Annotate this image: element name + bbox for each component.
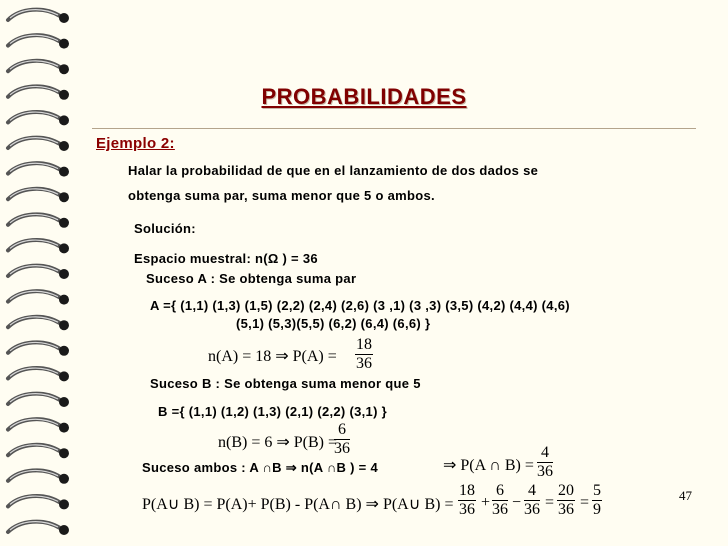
spiral-hole <box>59 269 69 279</box>
problem-statement-line-2: obtenga suma par, suma menor que 5 o ambos. <box>128 188 435 203</box>
sample-space: Espacio muestral: n(Ω ) = 36 <box>134 251 318 266</box>
spiral-ring <box>8 240 60 250</box>
event-b-probability-fraction <box>334 421 350 458</box>
spiral-ring <box>8 368 60 378</box>
union-fraction-1 <box>458 482 476 519</box>
union-fraction-5 <box>592 482 602 519</box>
spiral-ring <box>8 317 60 327</box>
problem-statement-line-1: Halar la probabilidad de que en el lanzamiento de dos dados se <box>128 163 539 178</box>
spiral-ring <box>8 138 60 148</box>
spiral-ring <box>8 10 60 20</box>
event-b-label: Suceso B : Se obtenga suma menor que 5 <box>150 376 421 391</box>
both-events-probability-fraction <box>537 444 553 481</box>
event-a-set-line-1: A ={ (1,1) (1,3) (1,5) (2,2) (2,4) (2,6) (3 ,1) (3 ,3) (3,5) (4,2) (4,4) (4,6) <box>150 298 570 313</box>
equals-sign-2: = <box>580 494 590 511</box>
fraction-numerator: 4 <box>524 482 540 501</box>
spiral-binding-decoration <box>0 0 80 546</box>
spiral-ring <box>8 291 60 301</box>
event-b-set: B ={ (1,1) (1,2) (1,3) (2,1) (2,2) (3,1) } <box>158 404 387 419</box>
fraction-numerator: 18 <box>459 482 475 499</box>
minus-operator: − <box>512 494 522 511</box>
fraction-numerator: 6 <box>334 421 350 440</box>
equals-sign-1: = <box>545 494 555 511</box>
spiral-ring <box>8 394 60 404</box>
fraction-denominator: 36 <box>334 440 350 457</box>
title-divider <box>92 128 696 129</box>
fraction-numerator: 6 <box>492 482 508 501</box>
spiral-hole <box>59 371 69 381</box>
both-events-label: Suceso ambos : A ∩B ⇒ n(A ∩B ) = 4 <box>142 460 378 475</box>
spiral-ring <box>8 522 60 532</box>
fraction-numerator: 5 <box>593 482 601 499</box>
fraction-denominator: 36 <box>537 463 553 480</box>
solution-heading: Solución: <box>134 221 196 236</box>
spiral-hole <box>59 64 69 74</box>
example-heading: Ejemplo 2: <box>96 135 175 152</box>
union-formula-lhs: P(A∪ B) = P(A)+ P(B) - P(A∩ B) ⇒ P(A∪ B) = <box>142 496 454 513</box>
spiral-hole <box>59 218 69 228</box>
spiral-ring <box>8 266 60 276</box>
spiral-ring <box>8 470 60 480</box>
fraction-numerator: 4 <box>537 444 553 463</box>
spiral-ring <box>8 214 60 224</box>
spiral-hole <box>59 525 69 535</box>
spiral-ring <box>8 496 60 506</box>
page-title: PROBABILIDADES <box>261 84 467 109</box>
page-number: 47 <box>679 488 692 503</box>
union-fraction-4 <box>557 482 575 519</box>
spiral-ring <box>8 163 60 173</box>
spiral-hole <box>59 167 69 177</box>
union-fraction-3 <box>524 482 540 519</box>
event-a-formula: n(A) = 18 ⇒ P(A) = <box>208 348 337 365</box>
spiral-hole <box>59 320 69 330</box>
fraction-numerator: 18 <box>356 336 372 353</box>
spiral-ring <box>8 35 60 45</box>
event-a-probability-fraction <box>355 336 373 373</box>
spiral-hole <box>59 115 69 125</box>
spiral-ring <box>8 419 60 429</box>
spiral-hole <box>59 192 69 202</box>
spiral-hole <box>59 141 69 151</box>
spiral-hole <box>59 499 69 509</box>
event-a-set-line-2: (5,1) (5,3)(5,5) (6,2) (6,4) (6,6) } <box>236 316 431 331</box>
fraction-denominator: 36 <box>492 501 508 518</box>
spiral-ring <box>8 445 60 455</box>
fraction-denominator: 36 <box>524 501 540 518</box>
spiral-hole <box>59 423 69 433</box>
event-b-formula: n(B) = 6 ⇒ P(B) = <box>218 434 338 451</box>
fraction-denominator: 36 <box>558 501 574 518</box>
event-a-label: Suceso A : Se obtenga suma par <box>146 271 357 286</box>
fraction-denominator: 36 <box>459 501 475 518</box>
fraction-denominator: 36 <box>356 355 372 372</box>
fraction-denominator: 9 <box>593 501 601 518</box>
spiral-hole <box>59 346 69 356</box>
spiral-hole <box>59 397 69 407</box>
spiral-hole <box>59 295 69 305</box>
spiral-hole <box>59 474 69 484</box>
union-fraction-2 <box>492 482 508 519</box>
spiral-ring <box>8 342 60 352</box>
spiral-hole <box>59 39 69 49</box>
spiral-hole <box>59 448 69 458</box>
spiral-hole <box>59 13 69 23</box>
plus-operator: + <box>481 494 491 511</box>
spiral-hole <box>59 243 69 253</box>
both-events-formula: ⇒ P(A ∩ B) = <box>443 457 534 474</box>
spiral-ring <box>8 189 60 199</box>
spiral-ring <box>8 112 60 122</box>
fraction-numerator: 20 <box>558 482 574 499</box>
spiral-ring <box>8 61 60 71</box>
